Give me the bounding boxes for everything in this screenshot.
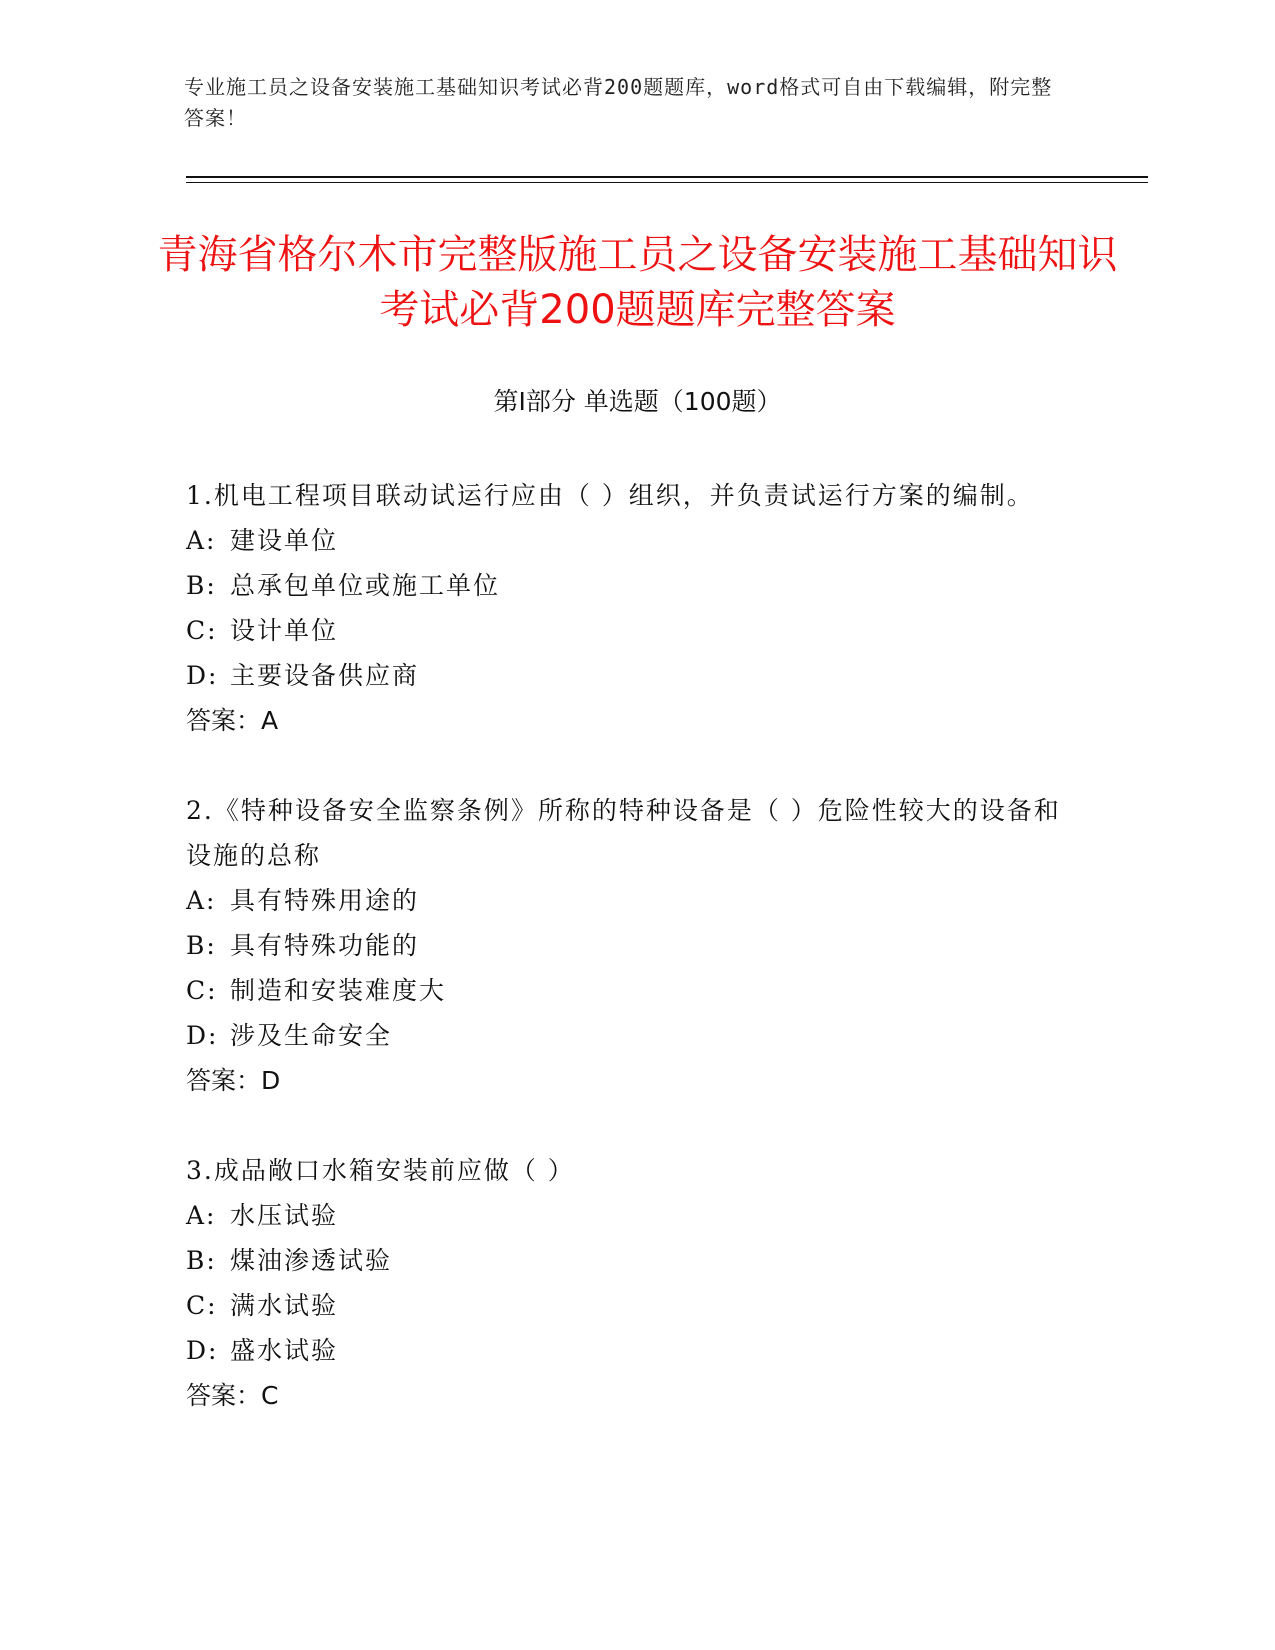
question-stem: 2.《特种设备安全监察条例》所称的特种设备是（ ）危险性较大的设备和设施的总称	[186, 796, 1061, 870]
section-heading: 第Ⅰ部分 单选题（100题）	[493, 387, 782, 416]
option-key: C:	[186, 1291, 218, 1320]
option-text: 制造和安装难度大	[230, 976, 447, 1005]
option-c	[186, 968, 1066, 1013]
option-d	[186, 1328, 1066, 1373]
option-key: C:	[186, 976, 218, 1005]
option-text: 满水试验	[230, 1291, 339, 1320]
answer-line: 答案：D	[186, 1066, 281, 1095]
question-stem: 3.成品敞口水箱安装前应做（ ）	[186, 1156, 575, 1185]
option-key: B:	[186, 931, 217, 960]
option-b	[186, 1238, 1066, 1283]
header-divider-thick	[186, 176, 1148, 178]
option-key: C:	[186, 616, 218, 645]
header-note: 专业施工员之设备安装施工基础知识考试必背200题题库，word格式可自由下载编辑，附完整答案！	[184, 75, 1053, 130]
question-stem: 1.机电工程项目联动试运行应由（ ）组织，并负责试运行方案的编制。	[186, 481, 1034, 510]
option-text: 具有特殊功能的	[230, 931, 420, 960]
option-key: B:	[186, 1246, 217, 1275]
option-text: 盛水试验	[230, 1336, 339, 1365]
option-key: D:	[186, 661, 219, 690]
option-b	[186, 563, 1066, 608]
answer-line: 答案：C	[186, 1381, 279, 1410]
option-text: 煤油渗透试验	[230, 1246, 393, 1275]
answer-line: 答案：A	[186, 706, 279, 735]
question-item	[186, 1148, 1066, 1418]
option-text: 设计单位	[230, 616, 339, 645]
option-text: 水压试验	[230, 1201, 339, 1230]
option-text: 总承包单位或施工单位	[230, 571, 501, 600]
option-d	[186, 653, 1066, 698]
option-text: 主要设备供应商	[230, 661, 420, 690]
header-divider-thin	[186, 182, 1148, 183]
document-title: 青海省格尔木市完整版施工员之设备安装施工基础知识考试必背200题题库完整答案	[157, 232, 1118, 333]
option-a	[186, 1193, 1066, 1238]
option-c	[186, 1283, 1066, 1328]
option-key: A:	[186, 1201, 217, 1230]
option-key: A:	[186, 886, 217, 915]
question-list	[186, 473, 1066, 1463]
question-item	[186, 788, 1066, 1103]
option-c	[186, 608, 1066, 653]
option-key: A:	[186, 526, 217, 555]
option-key: B:	[186, 571, 217, 600]
option-a	[186, 878, 1066, 923]
option-a	[186, 518, 1066, 563]
question-item	[186, 473, 1066, 743]
option-key: D:	[186, 1021, 219, 1050]
option-b	[186, 923, 1066, 968]
option-key: D:	[186, 1336, 219, 1365]
option-d	[186, 1013, 1066, 1058]
option-text: 具有特殊用途的	[230, 886, 420, 915]
option-text: 涉及生命安全	[230, 1021, 393, 1050]
option-text: 建设单位	[230, 526, 339, 555]
